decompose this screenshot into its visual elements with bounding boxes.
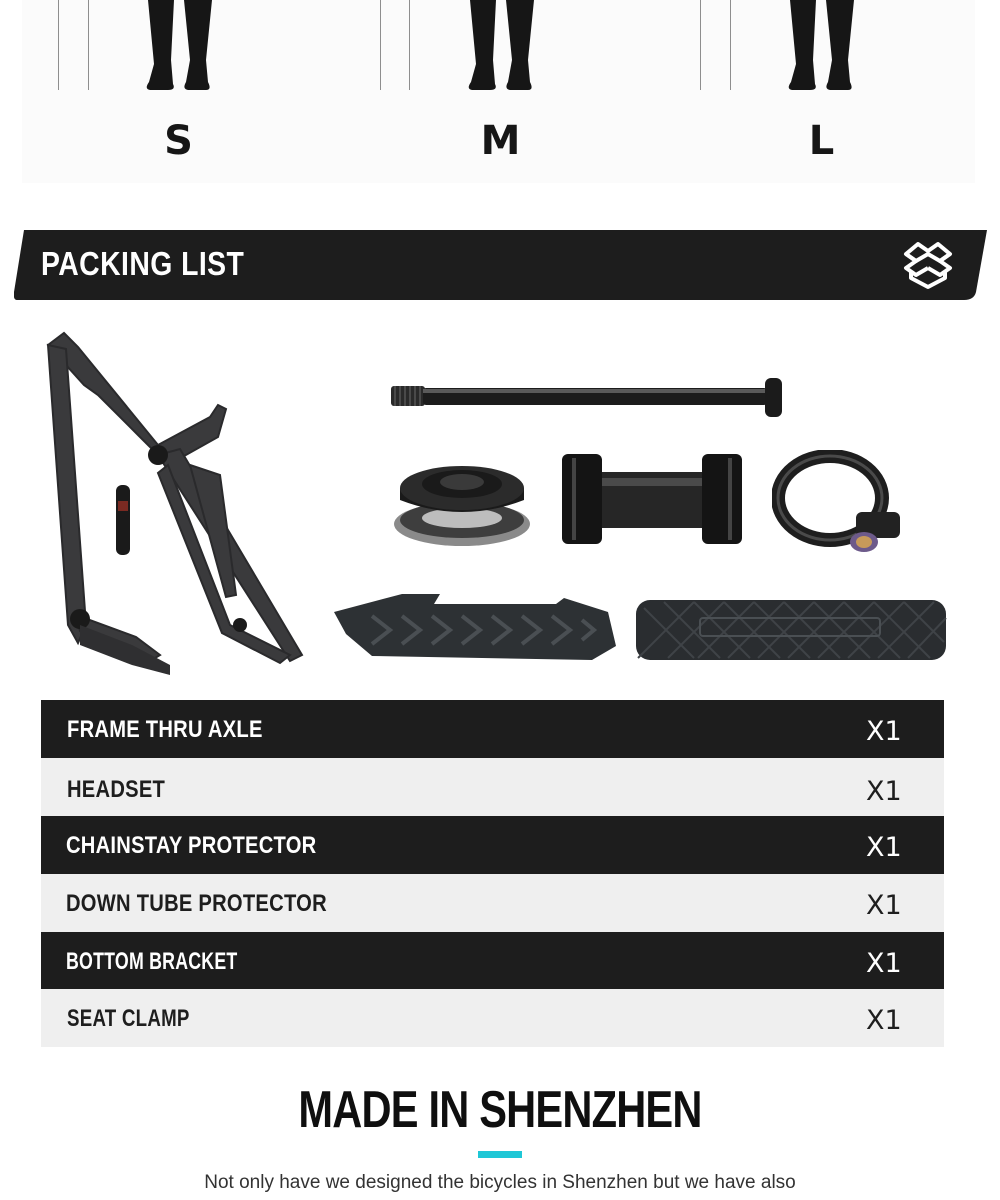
made-in-description: Not only have we designed the bicycles in Shenzhen but we have also [204,1172,796,1193]
measure-line [409,0,410,90]
table-row [41,816,944,874]
thru-axle-image [385,375,787,421]
item-name: CHAINSTAY PROTECTOR [66,832,317,859]
rider-legs-illustration [782,0,862,92]
size-column-s [22,0,342,183]
table-row [41,700,944,758]
item-quantity: X1 [866,890,902,921]
item-quantity: X1 [866,832,902,863]
size-label-l: L [808,118,836,164]
down-tube-protector-image [634,598,949,662]
item-name: HEADSET [67,776,166,803]
size-chart [22,0,975,183]
measure-line [700,0,701,90]
table-row [41,874,944,932]
open-box-icon [902,240,954,290]
item-quantity: X1 [866,716,902,747]
item-quantity: X1 [866,948,902,979]
table-row [41,758,944,816]
packing-list-table [41,700,944,1047]
accent-divider [478,1151,522,1158]
made-in-title [0,1080,1000,1140]
item-quantity: X1 [866,776,902,807]
size-label-m: M [480,118,522,164]
packing-list-title: PACKING LIST [41,245,245,282]
size-label-s: S [164,118,194,164]
size-column-m [342,0,662,183]
item-name: DOWN TUBE PROTECTOR [66,890,327,917]
item-name: BOTTOM BRACKET [66,948,238,975]
item-name: FRAME THRU AXLE [67,716,263,743]
table-row [41,989,944,1047]
bike-frame-image [40,325,315,680]
bottom-bracket-image [558,450,746,547]
rider-legs-illustration [462,0,542,92]
item-quantity: X1 [866,1005,902,1036]
size-column-l [662,0,982,183]
made-in-title-text: MADE IN SHENZHEN [298,1081,702,1139]
headset-image [390,448,535,551]
item-name: SEAT CLAMP [67,1005,190,1032]
table-row [41,932,944,989]
measure-line [58,0,59,90]
measure-line [380,0,381,90]
rider-legs-illustration [140,0,220,92]
seat-clamp-image [772,450,907,560]
measure-line [730,0,731,90]
measure-line [88,0,89,90]
chainstay-protector-image [332,590,622,665]
packing-list-banner [14,230,987,300]
